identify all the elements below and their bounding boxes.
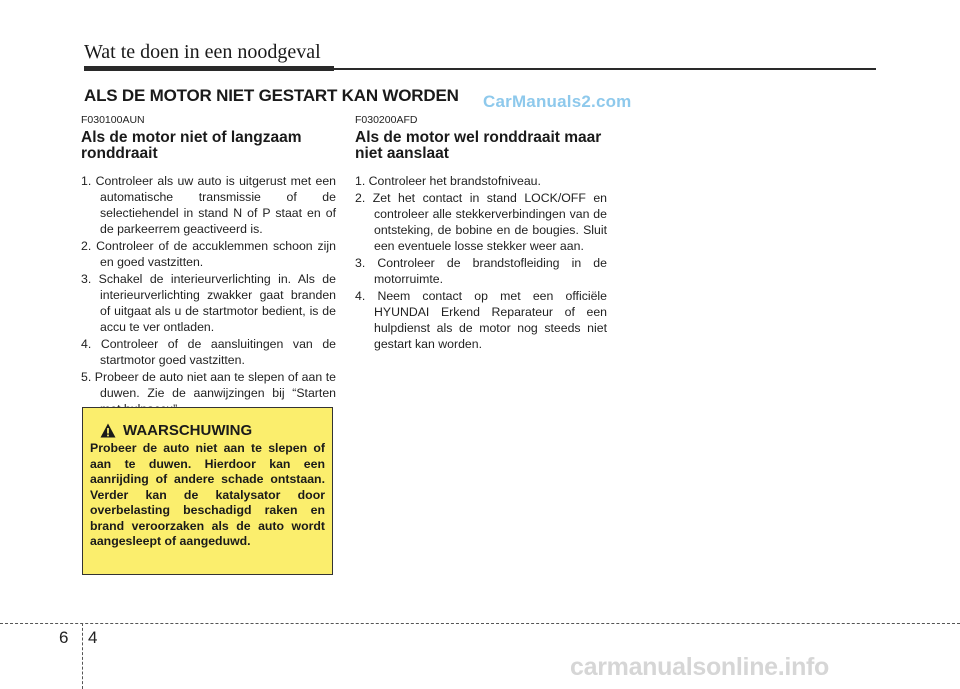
warning-title: WAARSCHUWING <box>123 422 253 439</box>
list-item: 3. Schakel de interieurverlichting in. Als de interieurverlichting zwakker gaat branden of uitgaat als u de startmotor bedient, is de accu te ver ontladen. <box>81 272 336 334</box>
left-column <box>81 108 336 418</box>
list-item: 2. Controleer of de accuklemmen schoon zijn en goed vastzitten. <box>81 239 336 269</box>
list-item: 5. Probeer de auto niet aan te slepen of aan te duwen. Zie de aanwijzingen bij “Starten <box>81 370 336 400</box>
warning-triangle-icon <box>100 423 116 438</box>
left-steps-list <box>81 173 336 417</box>
warning-box <box>82 407 333 575</box>
section-heading: ALS DE MOTOR NIET GESTART KAN WORDEN <box>84 86 459 105</box>
page-number: 4 <box>88 628 98 647</box>
header-rule-thick <box>84 66 334 71</box>
list-item: 4. Controleer of de aansluitingen van de startmotor goed vastzitten. <box>81 337 336 367</box>
list-item: 1. Controleer als uw auto is uitgerust met een automatische transmissie of de selectiehendel in stand N of P staat en of de parkeerrem geactiveerd is. <box>81 174 336 236</box>
watermark-top: CarManuals2.com <box>483 92 632 111</box>
right-steps-list <box>355 173 607 352</box>
list-item: 1. Controleer het brandstofniveau. <box>355 174 541 188</box>
right-column <box>355 108 607 353</box>
right-section-code: F030200AFD <box>355 114 418 126</box>
left-subheading: Als de motor niet of langzaam ronddraait <box>81 129 302 162</box>
left-section-code: F030100AUN <box>81 114 145 126</box>
footer-rule <box>0 623 960 624</box>
chapter-number: 6 <box>59 628 69 647</box>
list-item: 3. Controleer de brandstofleiding in de motorruimte. <box>355 256 607 286</box>
right-subheading: Als de motor wel ronddraait maar niet aanslaat <box>355 129 602 162</box>
list-item: 4. Neem contact op met een officiële HYUNDAI Erkend Reparateur of een hulpdienst als de motor nog steeds niet gestart kan worden. <box>355 289 607 351</box>
warning-text: Probeer de auto niet aan te slepen of aan te duwen. Hierdoor kan een aanrijding of andere schade ontstaan. Verder kan de katalysator door overbelasting beschadigd raken en brand veroorzaken als de auto wordt aangesleept of aangeduwd. <box>90 441 325 548</box>
warning-title-row <box>100 422 252 439</box>
watermark-footer: carmanualsonline.info <box>570 653 830 681</box>
list-item: 2. Zet het contact in stand LOCK/OFF en controleer alle stekkerverbindingen van de ontsteking, de bobine en de bougies. Sluit een eventuele losse stekker weer aan. <box>355 191 607 253</box>
footer-divider <box>82 623 83 689</box>
chapter-title: Wat te doen in een noodgeval <box>84 41 321 63</box>
header-rule-thin <box>334 68 876 70</box>
